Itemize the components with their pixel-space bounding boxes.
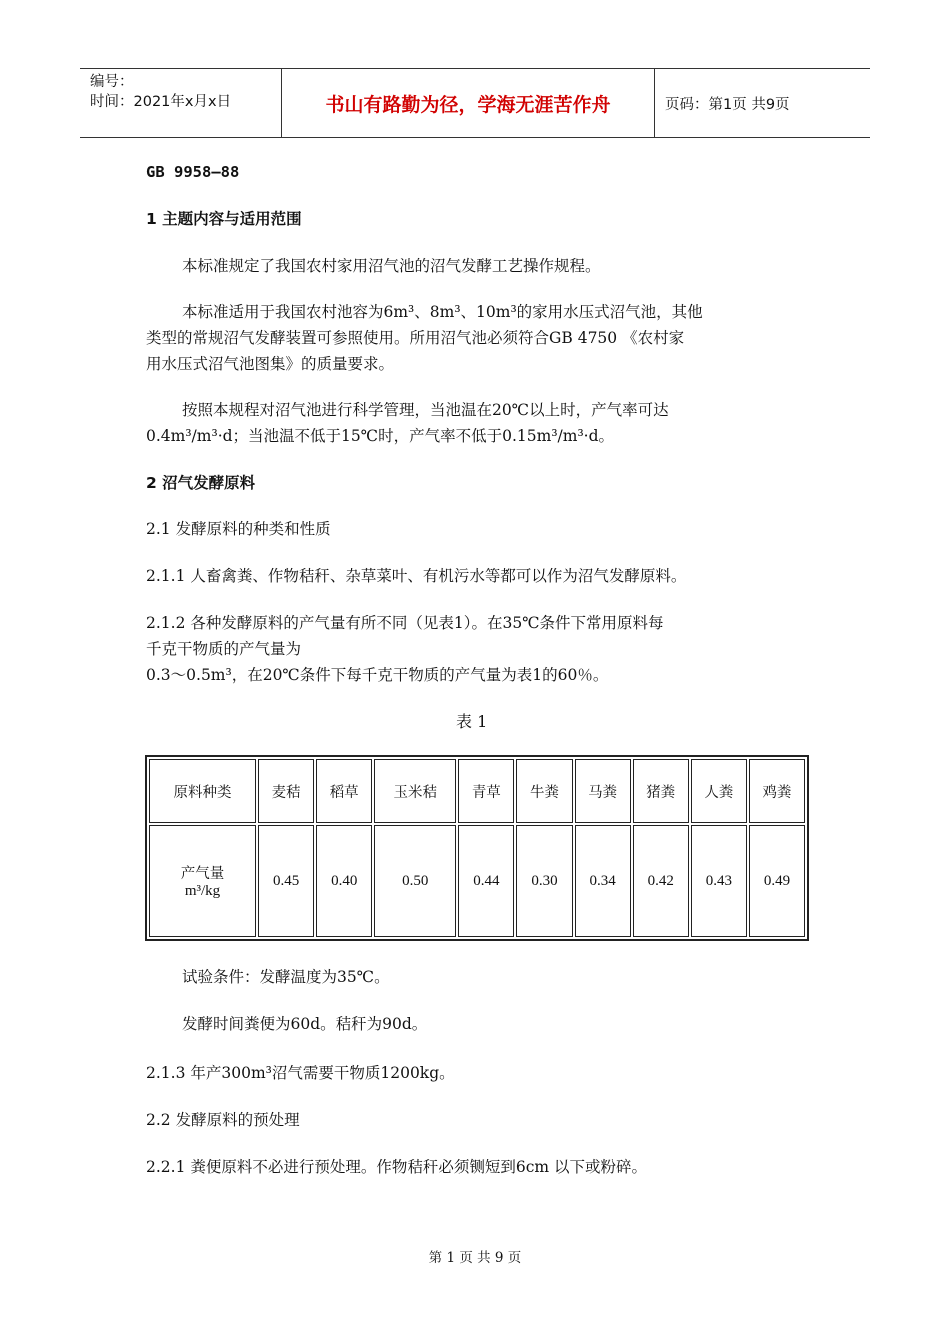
table-cell: 0.40	[316, 825, 372, 937]
header-meta	[80, 69, 282, 137]
table-cell: 0.42	[633, 825, 689, 937]
table-cell: 0.44	[458, 825, 514, 937]
section-1-title: 1 主题内容与适用范围	[146, 210, 302, 228]
section-2-2-1: 2.2.1 粪便原料不必进行预处理。作物秸秆必须铡短到6cm 以下或粉碎。	[146, 1158, 648, 1176]
table-cell: 0.43	[691, 825, 747, 937]
table-col-header: 猪粪	[633, 759, 689, 823]
section-2-1-2-line-1: 2.1.2 各种发酵原料的产气量有所不同（见表1）。在35℃条件下常用原料每	[146, 614, 664, 632]
table-caption: 表 1	[456, 712, 488, 731]
table-cell: 0.49	[749, 825, 805, 937]
table-col-header: 鸡粪	[749, 759, 805, 823]
header-motto: 书山有路勤为径，学海无涯苦作舟	[282, 69, 655, 137]
table-cell: 0.45	[258, 825, 314, 937]
page-header	[80, 68, 870, 138]
section-1-para-3-line-1: 按照本规程对沼气池进行科学管理，当池温在20℃以上时，产气率可达	[182, 401, 669, 419]
section-1-para-1: 本标准规定了我国农村家用沼气池的沼气发酵工艺操作规程。	[182, 257, 601, 275]
section-1-para-3-line-2: 0.4m³/m³·d；当池温不低于15℃时，产气率不低于0.15m³/m³·d。	[146, 427, 615, 445]
table-header-label: 原料种类	[149, 759, 256, 823]
table-data-row	[149, 825, 805, 937]
table-col-header: 人粪	[691, 759, 747, 823]
table-col-header: 麦秸	[258, 759, 314, 823]
table-cell: 0.50	[374, 825, 456, 937]
section-1-para-2-line-1: 本标准适用于我国农村池容为6m³、8m³、10m³的家用水压式沼气池，其他	[182, 303, 703, 321]
table-col-header: 马粪	[575, 759, 631, 823]
gas-yield-table	[145, 755, 809, 941]
section-1-para-2-line-2: 类型的常规沼气发酵装置可参照使用。所用沼气池必须符合GB 4750 《农村家	[146, 329, 685, 347]
page-footer: 第 1 页 共 9 页	[428, 1250, 522, 1266]
section-2-title: 2 沼气发酵原料	[146, 474, 256, 492]
row-label-line-1: 产气量	[180, 866, 225, 883]
table-header-row	[149, 759, 805, 823]
doc-id: GB 9958—88	[146, 163, 240, 181]
section-2-1-2-line-3: 0.3～0.5m³，在20℃条件下每千克干物质的产气量为表1的60％。	[146, 666, 609, 684]
section-2-2: 2.2 发酵原料的预处理	[146, 1111, 300, 1129]
header-page-info: 页码：第1页 共9页	[665, 96, 790, 113]
row-label-line-2: m³/kg	[184, 883, 221, 900]
section-2-1-3: 2.1.3 年产300m³沼气需要干物质1200kg。	[146, 1064, 455, 1082]
table-cell: 0.30	[516, 825, 572, 937]
doc-time-label: 时间：2021年x月x日	[90, 94, 232, 110]
table-col-header: 玉米秸	[374, 759, 456, 823]
table-col-header: 青草	[458, 759, 514, 823]
table-col-header: 稻草	[316, 759, 372, 823]
table-note-1: 试验条件：发酵温度为35℃。	[182, 968, 390, 986]
section-1-para-2-line-3: 用水压式沼气池图集》的质量要求。	[146, 355, 395, 373]
section-2-1-2-line-2: 千克干物质的产气量为	[146, 640, 302, 658]
table-row-label	[149, 825, 256, 937]
section-2-1: 2.1 发酵原料的种类和性质	[146, 520, 331, 538]
section-2-1-1: 2.1.1 人畜禽粪、作物秸秆、杂草菜叶、有机污水等都可以作为沼气发酵原料。	[146, 567, 687, 585]
doc-number-label: 编号：	[90, 74, 134, 90]
table-cell: 0.34	[575, 825, 631, 937]
table-note-2: 发酵时间粪便为60d。秸秆为90d。	[182, 1015, 428, 1033]
table-col-header: 牛粪	[516, 759, 572, 823]
